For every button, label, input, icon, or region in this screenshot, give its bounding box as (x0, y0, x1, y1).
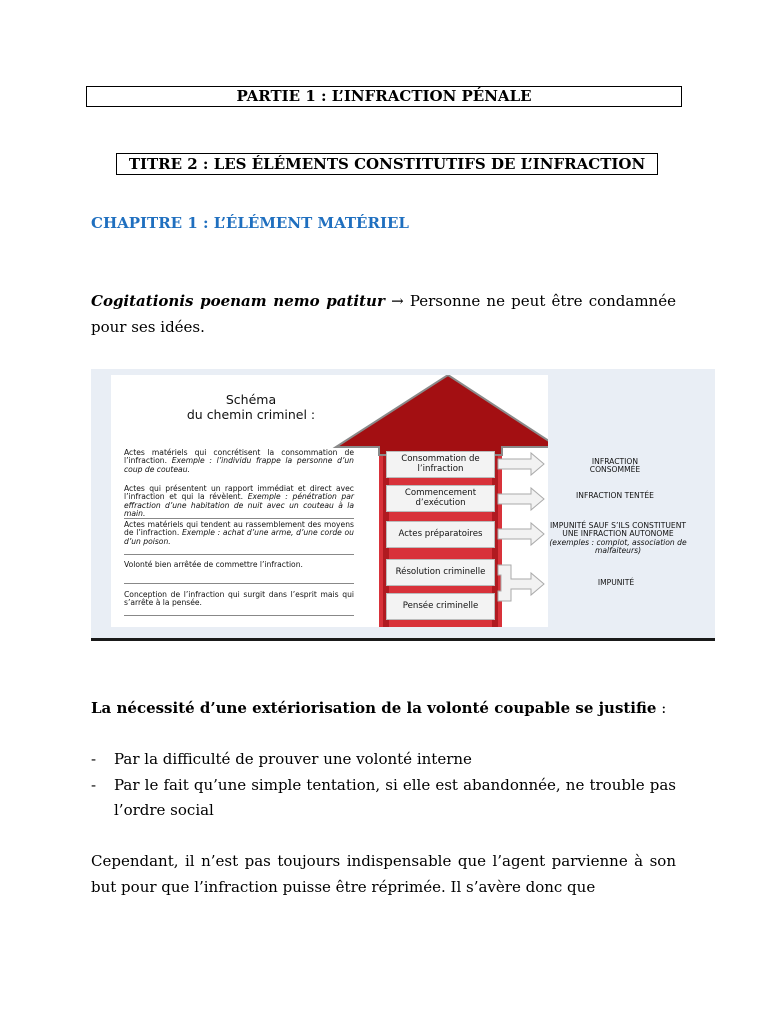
latin-maxim: Cogitationis poenam nemo patitur (91, 292, 385, 310)
bullet-dash: - (91, 775, 97, 794)
step-consommation: Consommation de l’infraction (386, 451, 495, 478)
description-example: Exemple : l’individu frappe la personne d’un coup de couteau. (124, 456, 354, 474)
list-item-text: Par le fait qu’une simple tentation, si elle est abandonnée, ne trouble pas l’ordre social (114, 775, 676, 819)
step-pensee: Pensée criminelle (386, 593, 495, 620)
description-example: Exemple : achat d’une arme, d’une corde ou d’un poison. (124, 528, 354, 546)
result-arrows (91, 369, 715, 641)
impunite-sauf-text: IMPUNITÉ SAUF S’ILS CONSTITUENT UNE INFRACTION AUTONOME (549, 521, 687, 539)
result-impunite-sauf (543, 522, 693, 556)
cependant-paragraph: Cependant, il n’est pas toujours indispensable que l’agent parvienne à son but pour que l’infraction puisse être réprimée. Il s’avère donc que (91, 852, 676, 896)
right-arrow-icon (498, 523, 544, 545)
title-heading: TITRE 2 : LES ÉLÉMENTS CONSTITUTIFS DE L’INFRACTION (116, 153, 658, 175)
figure-baseline (91, 638, 715, 641)
step-commencement: Commencement d’exécution (386, 485, 495, 512)
right-arrow-icon (498, 453, 544, 475)
list-item-text: Par la difficulté de prouver une volonté interne (114, 750, 472, 768)
arrow-symbol: → (391, 292, 404, 310)
diagram-title-line2: du chemin criminel : (186, 407, 316, 422)
description-text: Actes qui présentent un rapport immédiat et direct avec l’infraction et qui la révèlent. (124, 484, 354, 502)
step-resolution: Résolution criminelle (386, 559, 495, 586)
bracket-arrow-icon (498, 565, 544, 601)
right-arrow-icon (498, 488, 544, 510)
list-item (91, 773, 676, 824)
description-text: Actes matériels qui concrétisent la consommation de l’infraction. (124, 448, 354, 466)
description-text: Conception de l’infraction qui surgit dans l’esprit mais qui s’arrête à la pensée. (124, 590, 354, 608)
maxim-translation: Personne ne peut être condamnée pour ses idées. (91, 292, 676, 336)
justification-heading (91, 696, 676, 722)
justification-bold: La nécessité d’une extériorisation de la volonté coupable se justifie (91, 699, 657, 717)
bullet-dash: - (91, 750, 97, 768)
description-text: Actes matériels qui tendent au rassemblement des moyens de l’infraction. (124, 520, 354, 538)
latin-maxim-paragraph (91, 289, 676, 340)
result-impunite: IMPUNITÉ (597, 578, 635, 587)
chapter-heading: CHAPITRE 1 : L’ÉLÉMENT MATÉRIEL (91, 214, 409, 232)
criminal-path-figure (91, 369, 715, 641)
result-tentee: INFRACTION TENTÉE (576, 491, 654, 500)
list-item (91, 747, 676, 773)
justification-colon: : (656, 699, 667, 717)
diagram-title-line1: Schéma (225, 392, 277, 407)
step-actes-preparatoires: Actes préparatoires (386, 521, 495, 548)
description-text: Volonté bien arrêtée de commettre l’infraction. (124, 560, 303, 569)
impunite-examples: (exemples : complot, association de malfaiteurs) (549, 537, 687, 556)
description-example: Exemple : pénétration par effraction d’une habitation de nuit avec un couteau à la main. (124, 492, 354, 519)
part-heading: PARTIE 1 : L’INFRACTION PÉNALE (86, 86, 682, 107)
justification-list (91, 747, 676, 824)
result-consommee: INFRACTION CONSOMMÉE (589, 457, 641, 475)
